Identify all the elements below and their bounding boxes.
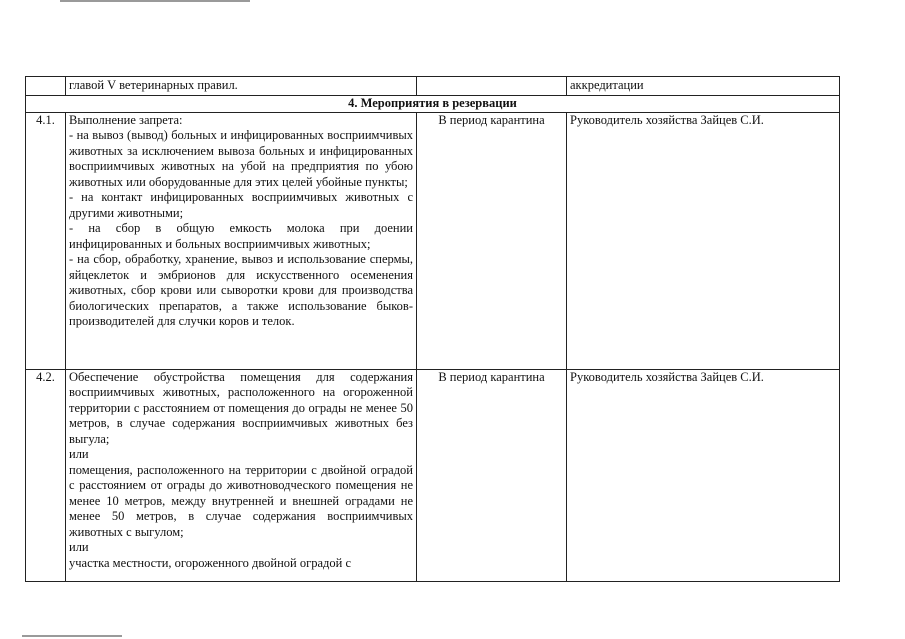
table-row bbox=[26, 369, 840, 581]
activity-line: - на сбор, обработку, хранение, вывоз и использование спермы, яйцеклеток и эмбрионов для искусственного осеменения животных, сбор крови или сыворотки крови для производства биологических препаратов, а также использование быков-производителей для случки коров и телок. bbox=[69, 252, 413, 328]
activity-line: или bbox=[69, 540, 89, 554]
item-activity bbox=[66, 112, 417, 369]
section-title: 4. Мероприятия в резервации bbox=[26, 96, 840, 113]
scan-edge-mark-top bbox=[60, 0, 250, 2]
item-responsible: Руководитель хозяйства Зайцев С.И. bbox=[567, 369, 840, 581]
cell-responsible: аккредитации bbox=[567, 77, 840, 96]
activity-line: - на вывоз (вывод) больных и инфицированных восприимчивых животных за исключением вывоза больных и инфицированных восприимчивых животных на убой на предприятия по убою животных или оборудованные для этих целей убойные пункты; bbox=[69, 128, 413, 189]
item-number: 4.1. bbox=[26, 112, 66, 369]
activity-line: - на сбор в общую емкость молока при доении инфицированных и больных восприимчивых животных; bbox=[69, 221, 413, 251]
item-responsible: Руководитель хозяйства Зайцев С.И. bbox=[567, 112, 840, 369]
activity-line: Выполнение запрета: bbox=[69, 112, 183, 127]
activity-line: помещения, расположенного на территории с двойной оградой с расстоянием от ограды до животноводческого помещения не менее 10 метров, между внутренней и внешней оградами не менее 50 метров, в случае содержания восприимчивых животных с выгулом; bbox=[69, 462, 413, 539]
activity-line: Обеспечение обустройства помещения для содержания восприимчивых животных, расположенного на огороженной территории с расстоянием от помещения до ограды не менее 50 метров, в случае содержания восприимчивых животных без выгула; bbox=[69, 369, 413, 446]
table-row-continuation bbox=[26, 77, 840, 96]
item-period: В период карантина bbox=[417, 112, 567, 369]
measures-table bbox=[25, 76, 840, 582]
item-activity bbox=[66, 369, 417, 581]
item-period: В период карантина bbox=[417, 369, 567, 581]
activity-line: - на контакт инфицированных восприимчивых животных с другими животными; bbox=[69, 190, 413, 220]
cell-period bbox=[417, 77, 567, 96]
activity-line: участка местности, огороженного двойной оградой с bbox=[69, 555, 351, 570]
section-header-row bbox=[26, 96, 840, 113]
scan-edge-mark-bottom bbox=[22, 635, 122, 637]
item-number: 4.2. bbox=[26, 369, 66, 581]
cell-activity: главой V ветеринарных правил. bbox=[66, 77, 417, 96]
cell-number bbox=[26, 77, 66, 96]
table-row bbox=[26, 112, 840, 369]
activity-line: или bbox=[69, 447, 89, 461]
